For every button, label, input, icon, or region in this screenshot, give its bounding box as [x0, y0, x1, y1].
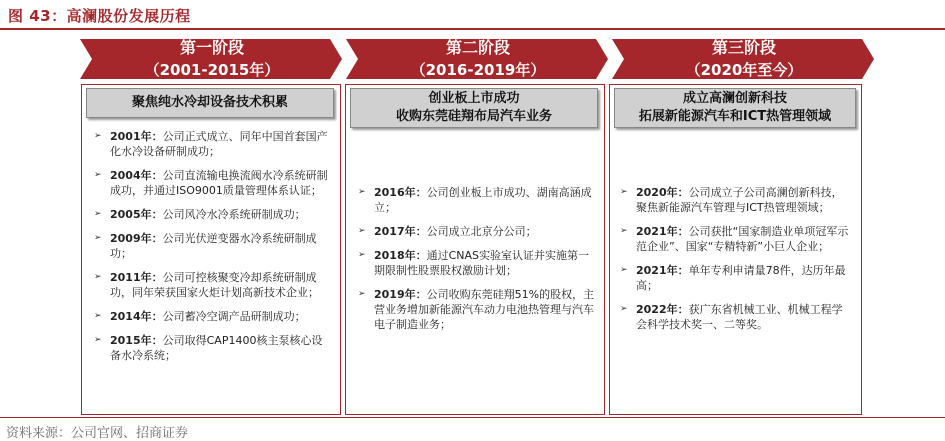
stage-2-events [358, 185, 596, 332]
arrow-bullet-icon: ➢ [620, 187, 628, 197]
stage-2-theme-line: 收购东莞硅翔布局汽车业务 [395, 109, 552, 124]
event-text: 公司成立子公司高澜创新科技，聚焦新能源汽车管理与ICT热管理领域； [636, 186, 843, 214]
timeline-event [620, 302, 850, 332]
stage-1-events [94, 129, 332, 363]
stage-3-theme-line: 拓展新能源汽车和ICT热管理领域 [638, 109, 832, 124]
arrow-bullet-icon: ➢ [94, 170, 102, 180]
event-year: 2011年： [110, 271, 163, 284]
footer-divider [0, 417, 945, 418]
event-text: 公司直流输电换流阀水冷系统研制成功，并通过ISO9001质量管理体系认证； [110, 169, 328, 197]
event-year: 2022年： [636, 303, 689, 316]
event-text: 公司正式成立、同年中国首套国产化水冷设备研制成功； [110, 130, 328, 158]
timeline-event [358, 287, 596, 332]
arrow-bullet-icon: ➢ [94, 311, 102, 321]
timeline-event [94, 231, 332, 261]
stage-1-label [92, 37, 332, 81]
stage-3-events [620, 185, 850, 332]
event-text: 公司取得CAP1400核主泵核心设备水冷系统； [110, 334, 323, 362]
stage-1-theme [86, 88, 334, 118]
timeline-event [94, 168, 332, 198]
event-year: 2014年： [110, 310, 163, 323]
timeline-event [94, 129, 332, 159]
timeline-event [358, 248, 596, 278]
event-text: 公司风冷水冷系统研制成功； [162, 208, 306, 221]
arrow-bullet-icon: ➢ [94, 131, 102, 141]
event-text: 公司光伏逆变器水冷系统研制成功； [110, 232, 317, 260]
event-year: 2004年： [110, 169, 163, 182]
event-year: 2009年： [110, 232, 163, 245]
arrow-bullet-icon: ➢ [620, 265, 628, 275]
timeline-event [358, 224, 596, 239]
stage-2-theme [350, 88, 598, 128]
stage-1-theme-line: 聚焦纯水冷却设备技术积累 [131, 95, 288, 110]
event-year: 2021年： [636, 225, 689, 238]
arrow-bullet-icon: ➢ [620, 304, 628, 314]
timeline-event [94, 333, 332, 363]
arrow-bullet-icon: ➢ [94, 233, 102, 243]
source-note: 资料来源：公司官网、招商证券 [6, 426, 189, 441]
timeline-event [94, 207, 332, 222]
event-year: 2017年： [374, 225, 427, 238]
event-text: 公司收购东莞硅翔51%的股权，主营业务增加新能源汽车动力电池热管理与汽车电子制造业务； [374, 288, 595, 331]
event-text: 单年专利申请量78件，达历年最高； [636, 264, 846, 292]
stage-2-theme-line: 创业板上市成功 [428, 91, 520, 106]
arrow-bullet-icon: ➢ [358, 187, 366, 197]
timeline-event [620, 263, 850, 293]
timeline-event [620, 185, 850, 215]
stage-3-years: （2020年至今） [685, 61, 803, 79]
event-year: 2015年： [110, 334, 163, 347]
event-year: 2005年： [110, 208, 163, 221]
event-year: 2001年： [110, 130, 163, 143]
stage-3-theme [614, 88, 856, 128]
event-text: 公司蓄冷空调产品研制成功； [162, 310, 306, 323]
stage-2-label [358, 37, 598, 81]
timeline-event [620, 224, 850, 254]
event-text: 通过CNAS实验室认证并实施第一期限制性股票股权激励计划； [374, 249, 590, 277]
stage-2-name: 第二阶段 [445, 38, 510, 57]
timeline-event [358, 185, 596, 215]
event-text: 公司可控核聚变冷却系统研制成功，同年荣获国家火炬计划高新技术企业； [110, 271, 319, 299]
stage-3-theme-line: 成立高澜创新科技 [682, 91, 787, 106]
figure-title: 图 43：高澜股份发展历程 [8, 7, 191, 25]
event-year: 2018年： [374, 249, 427, 262]
timeline-event [94, 309, 332, 324]
arrow-bullet-icon: ➢ [358, 250, 366, 260]
arrow-bullet-icon: ➢ [94, 335, 102, 345]
event-text: 公司创业板上市成功、湖南高涵成立； [374, 186, 592, 214]
event-year: 2021年： [636, 264, 689, 277]
event-year: 2020年： [636, 186, 689, 199]
event-year: 2016年： [374, 186, 427, 199]
arrow-bullet-icon: ➢ [94, 272, 102, 282]
arrow-bullet-icon: ➢ [358, 289, 366, 299]
event-text: 公司成立北京分公司； [426, 225, 537, 238]
stage-1-years: （2001-2015年） [144, 61, 280, 79]
event-text: 获广东省机械工业、机械工程学会科学技术奖一、二等奖。 [636, 303, 843, 331]
event-year: 2019年： [374, 288, 427, 301]
stage-2-years: （2016-2019年） [410, 61, 546, 79]
stage-1-name: 第一阶段 [179, 38, 244, 57]
arrow-bullet-icon: ➢ [94, 209, 102, 219]
arrow-bullet-icon: ➢ [620, 226, 628, 236]
timeline-event [94, 270, 332, 300]
arrow-bullet-icon: ➢ [358, 226, 366, 236]
stage-3-name: 第三阶段 [711, 38, 776, 57]
stage-3-label [624, 37, 864, 81]
event-text: 公司获批“国家制造业单项冠军示范企业”、国家“专精特新”小巨人企业； [636, 225, 849, 253]
